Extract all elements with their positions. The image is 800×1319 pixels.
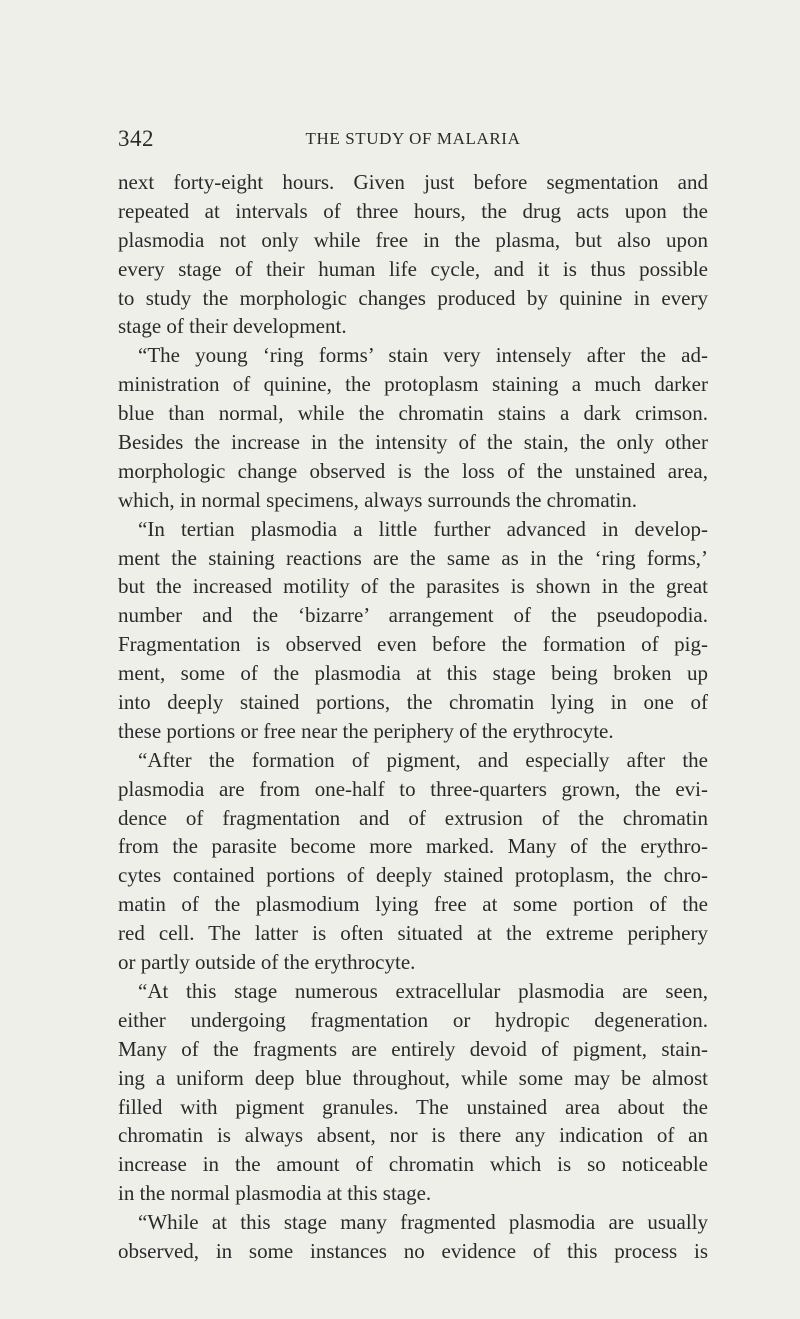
text-line: red cell. The latter is often situated at the extreme periphery [118,921,708,946]
text-line: to study the morphologic changes produced by quinine in every [118,285,708,310]
text-line: these portions or free near the periphery of the erythrocyte. [118,718,614,743]
text-line: stage of their development. [118,314,347,339]
text-line: plasmodia not only while free in the plasma, but also upon [118,227,708,252]
text-line: or partly outside of the erythrocyte. [118,950,416,975]
text-line: but the increased motility of the parasites is shown in the great [118,574,708,599]
text-line: filled with pigment granules. The unstained area about the [118,1094,708,1119]
text-line: which, in normal specimens, always surrounds the chromatin. [118,487,638,512]
text-line: “The young ‘ring forms’ stain very intensely after the ad- [138,343,708,368]
text-line: Many of the fragments are entirely devoid of pigment, stain- [118,1036,708,1061]
text-line: chromatin is always absent, nor is there any indication of an [118,1123,708,1148]
text-line: next forty-eight hours. Given just before segmentation and [118,170,708,194]
text-line: observed, in some instances no evidence of this process is [118,1238,708,1263]
text-line: either undergoing fragmentation or hydropic degeneration. [118,1007,708,1032]
text-line: Besides the increase in the intensity of the stain, the only other [118,430,708,455]
text-line: cytes contained portions of deeply stained protoplasm, the chro- [118,863,708,888]
text-line: ment, some of the plasmodia at this stage being broken up [118,661,708,686]
text-line: dence of fragmentation and of extrusion of the chromatin [118,805,708,830]
text-line: increase in the amount of chromatin which is so noticeable [118,1152,708,1177]
text-line: ing a uniform deep blue throughout, while some may be almost [118,1065,708,1090]
text-line: “While at this stage many fragmented plasmodia are usually [138,1210,708,1235]
running-head [118,126,708,152]
text-line: Fragmentation is observed even before the formation of pig- [118,632,708,657]
text-line: morphologic change observed is the loss of the unstained area, [118,458,708,483]
text-line: repeated at intervals of three hours, the drug acts upon the [118,198,708,223]
text-line: “In tertian plasmodia a little further advanced in develop- [138,516,708,541]
body-text [118,168,708,1266]
text-line: matin of the plasmodium lying free at some portion of the [118,892,708,917]
text-line: in the normal plasmodia at this stage. [118,1181,432,1206]
text-line: “At this stage numerous extracellular plasmodia are seen, [138,978,708,1003]
text-line: into deeply stained portions, the chromatin lying in one of [118,690,708,715]
text-line: number and the ‘bizarre’ arrangement of the pseudopodia. [118,603,708,628]
text-line: “After the formation of pigment, and especially after the [138,747,708,772]
text-line: ministration of quinine, the protoplasm staining a much darker [118,372,708,397]
text-line: plasmodia are from one-half to three-quarters grown, the evi- [118,776,708,801]
page-number: 342 [118,126,154,151]
text-line: blue than normal, while the chromatin stains a dark crimson. [118,401,708,426]
text-line: from the parasite become more marked. Many of the erythro- [118,834,708,859]
text-line: ment the staining reactions are the same as in the ‘ring forms,’ [118,545,708,570]
running-title: THE STUDY OF MALARIA [305,129,521,148]
text-line: every stage of their human life cycle, and it is thus possible [118,256,708,281]
